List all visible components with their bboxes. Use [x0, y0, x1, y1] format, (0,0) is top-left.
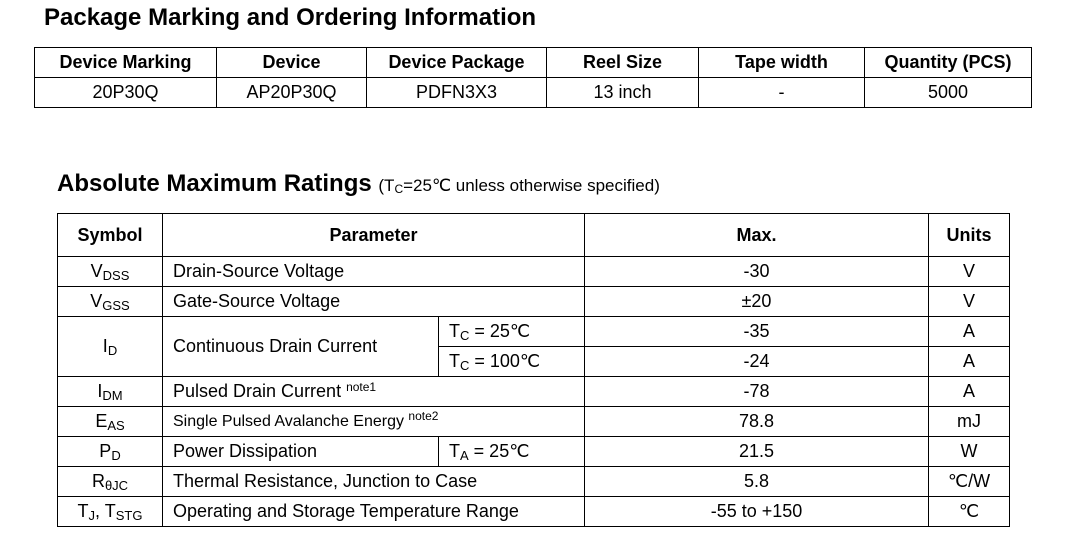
cell-symbol	[58, 377, 163, 407]
cell-unit: ℃/W	[929, 467, 1010, 497]
note-ref: note1	[346, 380, 377, 394]
cell-parameter	[163, 377, 585, 407]
table-header-row	[35, 48, 1032, 78]
parameter-text: Pulsed Drain Current	[173, 381, 347, 401]
cell-parameter: Thermal Resistance, Junction to Case	[163, 467, 585, 497]
symbol-sub: DSS	[102, 268, 130, 283]
condition-pre: T	[449, 321, 460, 341]
header-device-marking: Device Marking	[35, 48, 217, 78]
symbol-sub: D	[107, 343, 118, 358]
cell-symbol	[58, 317, 163, 377]
cell-device-package: PDFN3X3	[367, 78, 547, 108]
note-ref: note2	[408, 408, 439, 423]
cell-device: AP20P30Q	[217, 78, 367, 108]
cell-max: 21.5	[585, 437, 929, 467]
symbol-sub: D	[111, 448, 121, 463]
symbol-sub: AS	[107, 418, 125, 433]
condition-pre: T	[449, 351, 460, 371]
header-device-package: Device Package	[367, 48, 547, 78]
symbol-main: P	[99, 441, 112, 461]
cell-unit: A	[929, 377, 1010, 407]
symbol-sub: DM	[102, 388, 123, 403]
table-row	[58, 407, 1010, 437]
cell-parameter: Gate-Source Voltage	[163, 287, 585, 317]
cell-tape-width: -	[699, 78, 865, 108]
symbol-sub-2: STG	[115, 508, 143, 523]
condition-post: = 25℃	[469, 321, 531, 341]
symbol-main: T	[77, 501, 89, 521]
symbol-main: V	[90, 261, 103, 281]
ratings-title-text: Absolute Maximum Ratings	[57, 170, 372, 197]
condition-sub: A	[460, 448, 469, 463]
symbol-sub: θJC	[104, 478, 129, 493]
cell-unit: A	[929, 317, 1010, 347]
cell-reel-size: 13 inch	[547, 78, 699, 108]
cell-parameter	[163, 407, 585, 437]
cell-max: ±20	[585, 287, 929, 317]
cell-unit: A	[929, 347, 1010, 377]
cell-unit: V	[929, 257, 1010, 287]
header-units: Units	[929, 214, 1010, 257]
condition-sub: C	[460, 328, 470, 343]
cell-symbol	[58, 497, 163, 527]
ordering-title: Package Marking and Ordering Information	[44, 4, 537, 31]
cell-parameter: Continuous Drain Current	[163, 317, 439, 377]
symbol-main: R	[91, 471, 105, 491]
cell-condition	[439, 437, 585, 467]
header-quantity: Quantity (PCS)	[865, 48, 1032, 78]
cell-unit: ℃	[929, 497, 1010, 527]
table-row	[58, 497, 1010, 527]
table-row	[35, 78, 1032, 108]
cell-max: 5.8	[585, 467, 929, 497]
table-header-row	[58, 214, 1010, 257]
symbol-main: I	[102, 336, 108, 356]
cell-unit: mJ	[929, 407, 1010, 437]
cell-quantity: 5000	[865, 78, 1032, 108]
condition-open: (T	[378, 176, 395, 195]
condition-post: = 100℃	[469, 351, 541, 371]
table-row	[58, 257, 1010, 287]
header-reel-size: Reel Size	[547, 48, 699, 78]
table-row	[58, 437, 1010, 467]
cell-max: -35	[585, 317, 929, 347]
symbol-main: I	[97, 381, 103, 401]
cell-condition	[439, 347, 585, 377]
cell-symbol	[58, 467, 163, 497]
header-max: Max.	[585, 214, 929, 257]
cell-max: -78	[585, 377, 929, 407]
cell-symbol	[58, 287, 163, 317]
condition-sub: C	[394, 182, 404, 196]
cell-max: -55 to +150	[585, 497, 929, 527]
condition-sub: C	[460, 358, 470, 373]
cell-parameter: Drain-Source Voltage	[163, 257, 585, 287]
symbol-main: E	[95, 411, 108, 431]
cell-unit: V	[929, 287, 1010, 317]
ratings-title	[57, 170, 660, 198]
cell-symbol	[58, 407, 163, 437]
header-parameter: Parameter	[163, 214, 585, 257]
parameter-text: Single Pulsed Avalanche Energy	[173, 412, 409, 430]
ordering-table	[34, 47, 1032, 108]
header-symbol: Symbol	[58, 214, 163, 257]
table-row	[58, 467, 1010, 497]
table-row	[58, 317, 1010, 347]
cell-max: 78.8	[585, 407, 929, 437]
condition-rest: =25℃ unless otherwise specified)	[403, 176, 660, 195]
symbol-sub: J	[88, 508, 96, 523]
cell-device-marking: 20P30Q	[35, 78, 217, 108]
cell-unit: W	[929, 437, 1010, 467]
cell-parameter: Power Dissipation	[163, 437, 439, 467]
cell-symbol	[58, 257, 163, 287]
cell-max: -30	[585, 257, 929, 287]
symbol-main: V	[90, 291, 103, 311]
symbol-sub: GSS	[102, 298, 130, 313]
ratings-condition	[378, 176, 659, 195]
header-tape-width: Tape width	[699, 48, 865, 78]
cell-symbol	[58, 437, 163, 467]
table-row	[58, 377, 1010, 407]
cell-max: -24	[585, 347, 929, 377]
cell-parameter: Operating and Storage Temperature Range	[163, 497, 585, 527]
condition-pre: T	[449, 441, 460, 461]
header-device: Device	[217, 48, 367, 78]
symbol-main-2: , T	[95, 501, 116, 521]
condition-post: = 25℃	[468, 441, 530, 461]
cell-condition	[439, 317, 585, 347]
ratings-table	[57, 213, 1010, 527]
table-row	[58, 287, 1010, 317]
